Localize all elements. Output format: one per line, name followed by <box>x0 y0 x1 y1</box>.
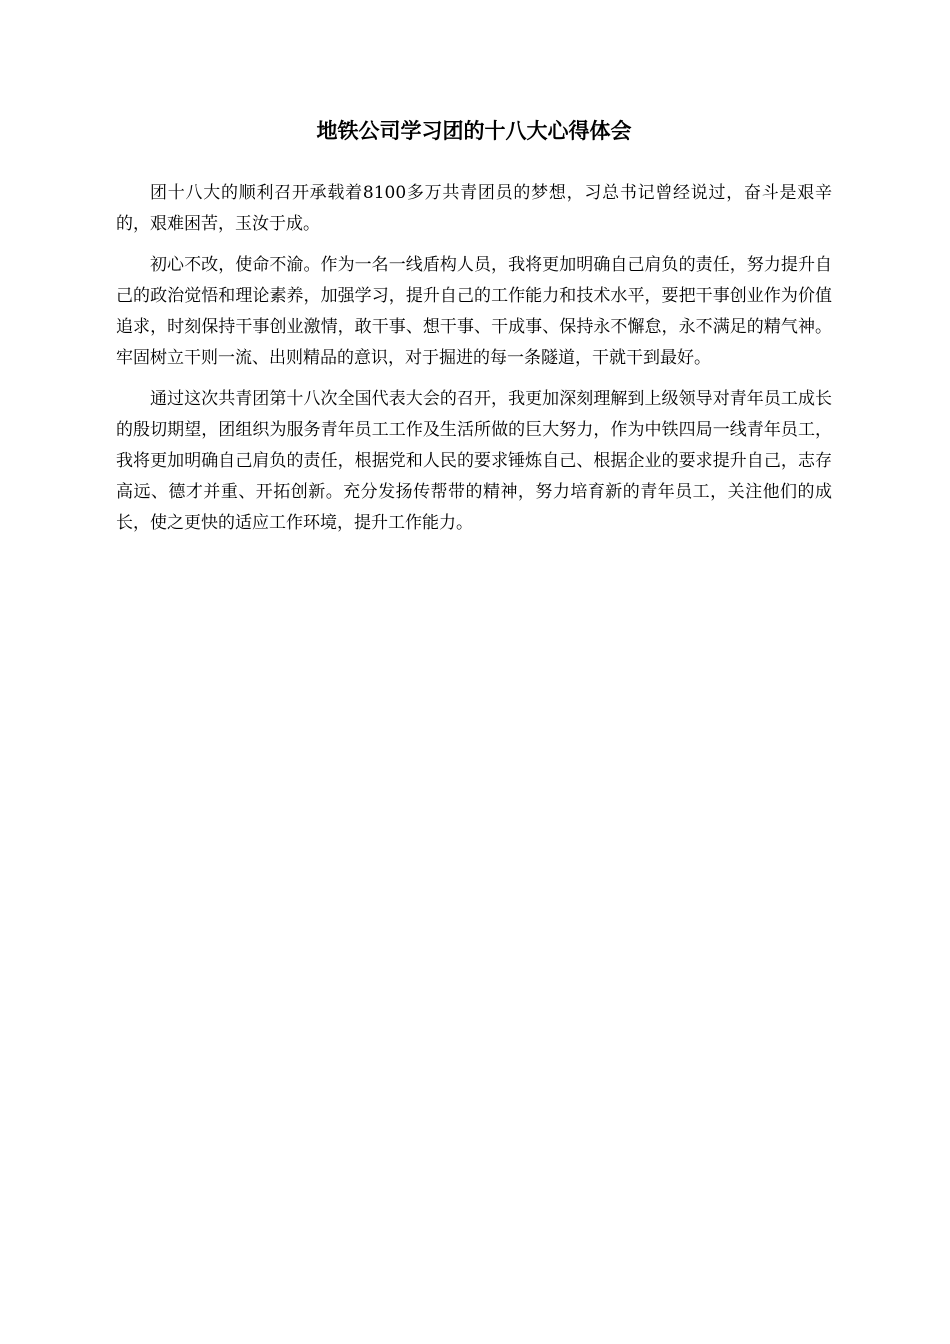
paragraph-2: 初心不改，使命不渝。作为一名一线盾构人员，我将更加明确自己肩负的责任，努力提升自己的政治觉悟和理论素养，加强学习，提升自己的工作能力和技术水平，要把干事创业作为价值追求，时刻保持干事创业激情，敢干事、想干事、干成事、保持永不懈怠，永不满足的精气神。牢固树立干则一流、出则精品的意识，对于掘进的每一条隧道，干就干到最好。 <box>116 255 832 368</box>
paragraph-3: 通过这次共青团第十八次全国代表大会的召开，我更加深刻理解到上级领导对青年员工成长的殷切期望，团组织为服务青年员工工作及生活所做的巨大努力，作为中铁四局一线青年员工，我将更加明确自己肩负的责任，根据党和人民的要求锤炼自己、根据企业的要求提升自己，志存高远、德才并重、开拓创新。充分发扬传帮带的精神，努力培育新的青年员工，关注他们的成长，使之更快的适应工作环境，提升工作能力。 <box>116 389 832 533</box>
document-body <box>116 112 832 539</box>
paragraph-1: 团十八大的顺利召开承载着8100多万共青团员的梦想，习总书记曾经说过，奋斗是艰辛的，艰难困苦，玉汝于成。 <box>116 183 832 234</box>
document-title: 地铁公司学习团的十八大心得体会 <box>316 119 632 143</box>
